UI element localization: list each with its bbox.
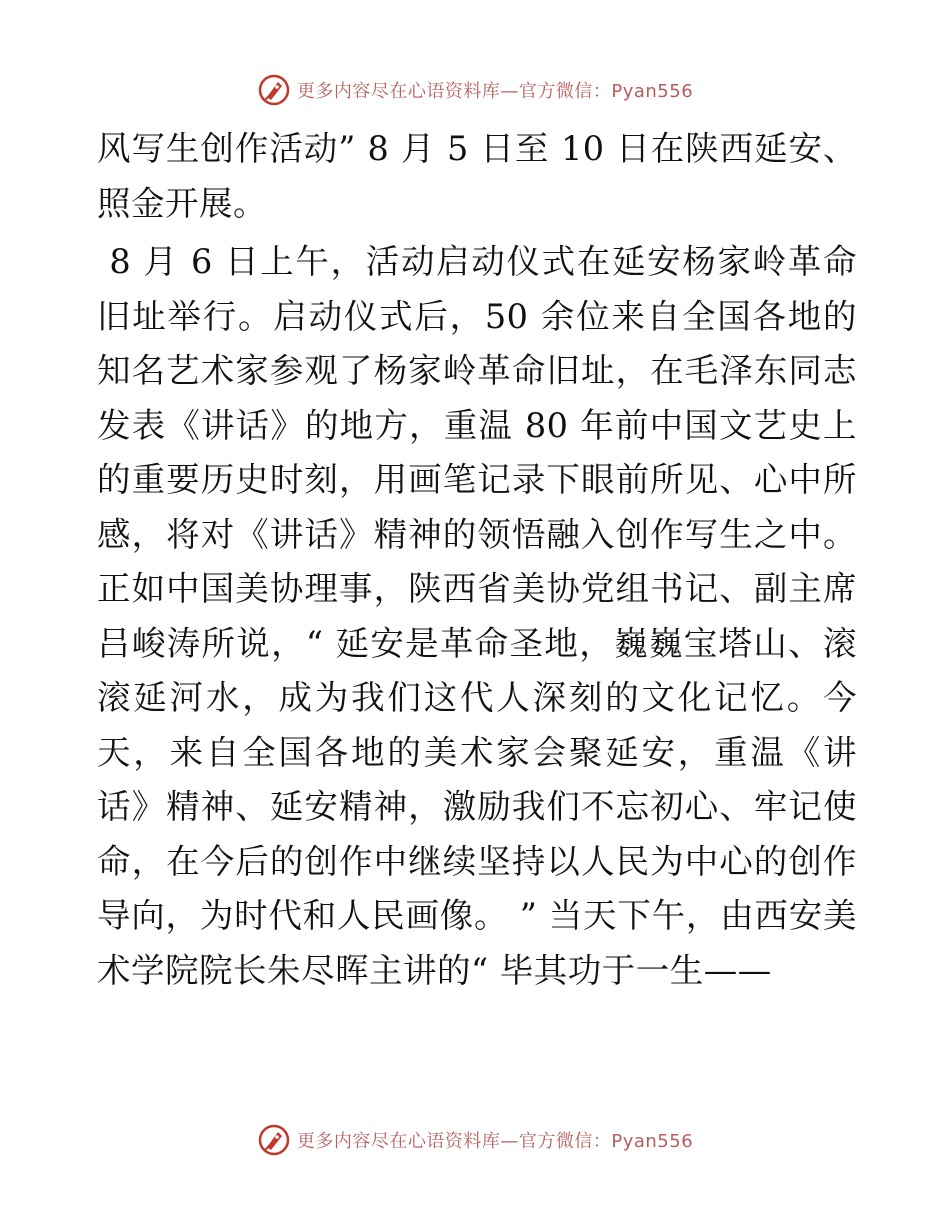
footer-banner-text: 更多内容尽在心语资料库—官方微信：Pyan556 bbox=[296, 1131, 694, 1152]
document-body bbox=[97, 122, 857, 998]
pen-nib-logo-icon bbox=[257, 73, 291, 107]
paragraph-2: 8 月 6 日上午，活动启动仪式在延安杨家岭革命旧址举行。启动仪式后，50 余位来自全国各地的知名艺术家参观了杨家岭革命旧址，在毛泽东同志发表《讲话》的地方，重温 80 年前中国文艺史上的重要历史时刻，用画笔记录下眼前所见、心中所感，将对《讲话》精神的领悟融入创作写生之中。正如中国美协理事，陕西省美协党组书记、副主席吕峻涛所说，“ 延安是革命圣地，巍巍宝塔山、滚滚延河水，成为我们这代人深刻的文化记忆。今天，来自全国各地的美术家会聚延安，重温《讲话》精神、延安精神，激励我们不忘初心、牢记使命，在今后的创作中继续坚持以人民为中心的创作导向，为时代和人民画像。 ” 当天下午，由西安美术学院院长朱尽晖主讲的“ 毕其功于一生—— bbox=[97, 242, 857, 990]
footer-banner bbox=[0, 1120, 950, 1160]
header-banner-text: 更多内容尽在心语资料库—官方微信：Pyan556 bbox=[296, 81, 694, 102]
header-banner bbox=[0, 70, 950, 110]
pen-nib-logo-icon bbox=[257, 1123, 291, 1157]
paragraph-1: 风写生创作活动” 8 月 5 日至 10 日在陕西延安、照金开展。 bbox=[97, 129, 857, 223]
